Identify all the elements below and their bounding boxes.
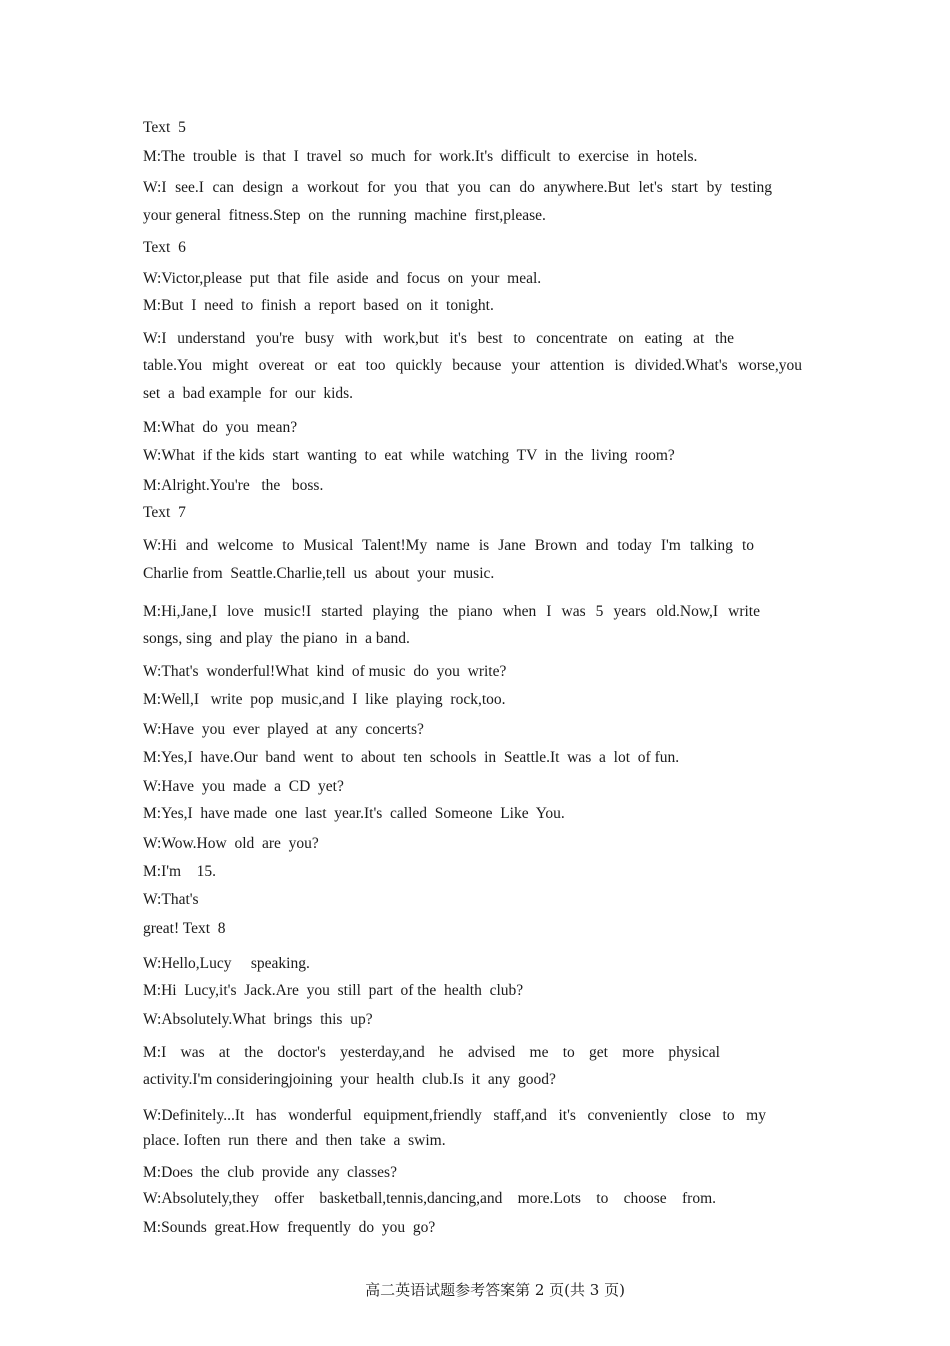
dialogue-line: W:Have you ever played at any concerts? [143, 721, 424, 738]
dialogue-line: table.You might overeat or eat too quickly because your attention is divided.What's worse,you [143, 357, 802, 374]
dialogue-line: your general fitness.Step on the running machine first,please. [143, 207, 546, 224]
dialogue-line: M:Alright.You're the boss. [143, 477, 324, 494]
dialogue-line: W:That's wonderful!What kind of music do you write? [143, 663, 507, 680]
dialogue-line: M:Hi Lucy,it's Jack.Are you still part of the health club? [143, 982, 524, 999]
dialogue-line: activity.I'm consideringjoining your health club.Is it any good? [143, 1071, 556, 1088]
dialogue-line: M:I was at the doctor's yesterday,and he advised me to get more physical [143, 1044, 720, 1061]
dialogue-line: place. Ioften run there and then take a swim. [143, 1132, 446, 1149]
section-heading: Text 7 [143, 504, 186, 521]
dialogue-line: W:Wow.How old are you? [143, 835, 319, 852]
dialogue-line: W:Victor,please put that file aside and focus on your meal. [143, 270, 542, 287]
dialogue-line: M:I'm 15. [143, 863, 216, 880]
dialogue-line: W:That's [143, 891, 199, 908]
dialogue-line: songs, sing and play the piano in a band. [143, 630, 410, 647]
dialogue-line: W:Absolutely,they offer basketball,tennis,dancing,and more.Lots to choose from. [143, 1190, 716, 1207]
dialogue-line: W:Hi and welcome to Musical Talent!My name is Jane Brown and today I'm talking to [143, 537, 754, 554]
dialogue-line: M:Sounds great.How frequently do you go? [143, 1219, 436, 1236]
dialogue-line: M:The trouble is that I travel so much for work.It's difficult to exercise in hotels. [143, 148, 698, 165]
dialogue-line: W:Absolutely.What brings this up? [143, 1011, 373, 1028]
dialogue-line: W:Have you made a CD yet? [143, 778, 344, 795]
dialogue-line: M:Yes,I have.Our band went to about ten schools in Seattle.It was a lot of fun. [143, 749, 680, 766]
dialogue-line: Charlie from Seattle.Charlie,tell us about your music. [143, 565, 495, 582]
dialogue-line: W:Definitely...It has wonderful equipment,friendly staff,and it's conveniently close to my [143, 1107, 766, 1124]
dialogue-line: M:But I need to finish a report based on it tonight. [143, 297, 494, 314]
dialogue-line: M:Hi,Jane,I love music!I started playing the piano when I was 5 years old.Now,I write [143, 603, 760, 620]
dialogue-line: W:I see.I can design a workout for you that you can do anywhere.But let's start by testing [143, 179, 772, 196]
dialogue-line: W:I understand you're busy with work,but it's best to concentrate on eating at the [143, 330, 734, 347]
dialogue-line: W:What if the kids start wanting to eat while watching TV in the living room? [143, 447, 675, 464]
page-footer: 高二英语试题参考答案第 2 页(共 3 页) [365, 1281, 625, 1299]
dialogue-line: M:Yes,I have made one last year.It's called Someone Like You. [143, 805, 565, 822]
dialogue-line: M:Well,I write pop music,and I like playing rock,too. [143, 691, 506, 708]
section-heading: Text 6 [143, 239, 186, 256]
dialogue-line: W:Hello,Lucy speaking. [143, 955, 310, 972]
dialogue-line: great! Text 8 [143, 920, 226, 937]
dialogue-line: M:Does the club provide any classes? [143, 1164, 397, 1181]
dialogue-line: set a bad example for our kids. [143, 385, 354, 402]
section-heading: Text 5 [143, 119, 186, 136]
dialogue-line: M:What do you mean? [143, 419, 298, 436]
